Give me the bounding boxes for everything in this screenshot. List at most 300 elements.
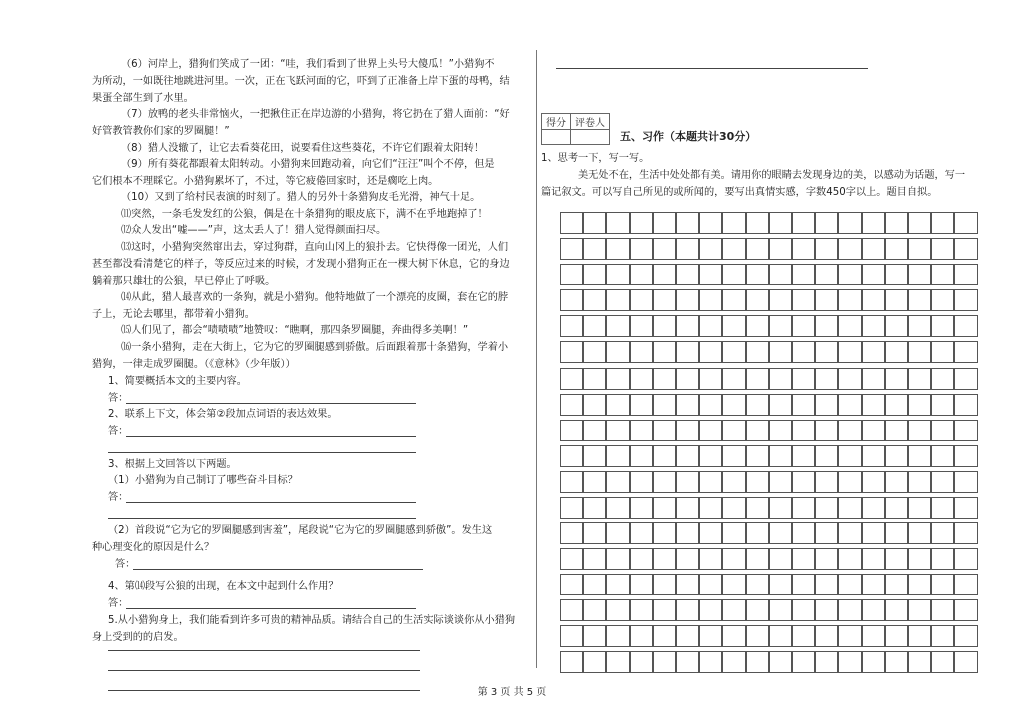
grid-cell[interactable] <box>699 471 722 493</box>
grid-cell[interactable] <box>583 341 606 363</box>
grid-cell[interactable] <box>885 420 908 442</box>
grid-cell[interactable] <box>653 289 676 311</box>
grid-cell[interactable] <box>862 341 885 363</box>
grid-cell[interactable] <box>653 522 676 544</box>
grid-cell[interactable] <box>954 420 977 442</box>
grid-cell[interactable] <box>630 574 653 596</box>
grid-cell[interactable] <box>699 522 722 544</box>
grid-cell[interactable] <box>769 315 792 337</box>
grid-cell[interactable] <box>954 238 977 260</box>
grid-cell[interactable] <box>746 497 769 519</box>
grid-cell[interactable] <box>815 212 838 234</box>
grid-cell[interactable] <box>885 599 908 621</box>
grid-cell[interactable] <box>908 420 931 442</box>
grid-cell[interactable] <box>606 420 629 442</box>
grid-cell[interactable] <box>792 212 815 234</box>
grid-cell[interactable] <box>908 548 931 570</box>
grid-cell[interactable] <box>931 289 954 311</box>
grid-cell[interactable] <box>885 471 908 493</box>
grid-cell[interactable] <box>653 599 676 621</box>
grid-cell[interactable] <box>560 651 583 673</box>
grid-cell[interactable] <box>560 574 583 596</box>
grid-cell[interactable] <box>885 522 908 544</box>
grid-cell[interactable] <box>838 625 861 647</box>
grid-cell[interactable] <box>931 599 954 621</box>
grid-cell[interactable] <box>606 394 629 416</box>
grid-cell[interactable] <box>746 445 769 467</box>
grid-cell[interactable] <box>931 238 954 260</box>
grid-cell[interactable] <box>560 625 583 647</box>
grid-cell[interactable] <box>815 599 838 621</box>
grid-cell[interactable] <box>746 625 769 647</box>
grid-cell[interactable] <box>630 315 653 337</box>
grid-cell[interactable] <box>815 445 838 467</box>
grid-cell[interactable] <box>862 445 885 467</box>
grid-cell[interactable] <box>676 394 699 416</box>
grid-cell[interactable] <box>815 548 838 570</box>
grid-cell[interactable] <box>583 497 606 519</box>
grid-cell[interactable] <box>606 497 629 519</box>
grid-cell[interactable] <box>792 522 815 544</box>
grid-cell[interactable] <box>676 522 699 544</box>
grid-cell[interactable] <box>792 289 815 311</box>
grid-cell[interactable] <box>931 264 954 286</box>
grid-cell[interactable] <box>676 341 699 363</box>
grid-cell[interactable] <box>908 264 931 286</box>
grid-cell[interactable] <box>653 420 676 442</box>
grid-cell[interactable] <box>560 471 583 493</box>
grid-cell[interactable] <box>885 341 908 363</box>
grid-cell[interactable] <box>583 368 606 390</box>
grid-cell[interactable] <box>676 445 699 467</box>
grid-cell[interactable] <box>838 574 861 596</box>
grid-cell[interactable] <box>653 394 676 416</box>
grid-cell[interactable] <box>908 394 931 416</box>
grid-cell[interactable] <box>862 212 885 234</box>
grid-cell[interactable] <box>606 315 629 337</box>
grid-cell[interactable] <box>653 651 676 673</box>
grid-cell[interactable] <box>722 264 745 286</box>
grid-cell[interactable] <box>746 394 769 416</box>
grid-cell[interactable] <box>931 445 954 467</box>
grid-cell[interactable] <box>815 471 838 493</box>
grid-cell[interactable] <box>931 651 954 673</box>
grid-cell[interactable] <box>722 341 745 363</box>
grid-cell[interactable] <box>792 497 815 519</box>
grid-cell[interactable] <box>838 341 861 363</box>
grid-cell[interactable] <box>954 315 977 337</box>
grid-cell[interactable] <box>722 238 745 260</box>
grid-cell[interactable] <box>792 341 815 363</box>
grid-cell[interactable] <box>908 574 931 596</box>
grid-cell[interactable] <box>769 394 792 416</box>
grid-cell[interactable] <box>908 445 931 467</box>
grid-cell[interactable] <box>583 315 606 337</box>
grid-cell[interactable] <box>746 599 769 621</box>
grid-cell[interactable] <box>769 368 792 390</box>
grid-cell[interactable] <box>630 394 653 416</box>
grid-cell[interactable] <box>630 212 653 234</box>
answer-line[interactable] <box>108 452 416 453</box>
grid-cell[interactable] <box>560 289 583 311</box>
grid-cell[interactable] <box>722 599 745 621</box>
grid-cell[interactable] <box>862 264 885 286</box>
grid-cell[interactable] <box>862 599 885 621</box>
grid-cell[interactable] <box>699 574 722 596</box>
grid-cell[interactable] <box>769 548 792 570</box>
grid-cell[interactable] <box>815 264 838 286</box>
grid-cell[interactable] <box>954 471 977 493</box>
grid-cell[interactable] <box>560 264 583 286</box>
grid-cell[interactable] <box>583 522 606 544</box>
grid-cell[interactable] <box>653 341 676 363</box>
grid-cell[interactable] <box>653 497 676 519</box>
grid-cell[interactable] <box>769 599 792 621</box>
grid-cell[interactable] <box>560 497 583 519</box>
grid-cell[interactable] <box>722 548 745 570</box>
grid-cell[interactable] <box>862 289 885 311</box>
grid-cell[interactable] <box>676 289 699 311</box>
grid-cell[interactable] <box>885 625 908 647</box>
grid-cell[interactable] <box>815 315 838 337</box>
grid-cell[interactable] <box>676 651 699 673</box>
grid-cell[interactable] <box>954 497 977 519</box>
grid-cell[interactable] <box>862 574 885 596</box>
grid-cell[interactable] <box>954 574 977 596</box>
grid-cell[interactable] <box>769 341 792 363</box>
grid-cell[interactable] <box>630 548 653 570</box>
grid-cell[interactable] <box>699 238 722 260</box>
grid-cell[interactable] <box>583 289 606 311</box>
grid-cell[interactable] <box>908 651 931 673</box>
grid-cell[interactable] <box>560 238 583 260</box>
grid-cell[interactable] <box>838 315 861 337</box>
grid-cell[interactable] <box>769 420 792 442</box>
grid-cell[interactable] <box>954 651 977 673</box>
grid-cell[interactable] <box>792 238 815 260</box>
grid-cell[interactable] <box>606 264 629 286</box>
grid-cell[interactable] <box>560 445 583 467</box>
grid-cell[interactable] <box>560 548 583 570</box>
grid-cell[interactable] <box>931 548 954 570</box>
grid-cell[interactable] <box>746 522 769 544</box>
grid-cell[interactable] <box>838 548 861 570</box>
grid-cell[interactable] <box>606 522 629 544</box>
grid-cell[interactable] <box>606 238 629 260</box>
grid-cell[interactable] <box>746 420 769 442</box>
grid-cell[interactable] <box>792 264 815 286</box>
grid-cell[interactable] <box>699 368 722 390</box>
grid-cell[interactable] <box>838 522 861 544</box>
grid-cell[interactable] <box>560 368 583 390</box>
grid-cell[interactable] <box>606 651 629 673</box>
grid-cell[interactable] <box>722 574 745 596</box>
grid-cell[interactable] <box>769 574 792 596</box>
grid-cell[interactable] <box>815 238 838 260</box>
grid-cell[interactable] <box>838 445 861 467</box>
grid-cell[interactable] <box>885 264 908 286</box>
grid-cell[interactable] <box>815 289 838 311</box>
grid-cell[interactable] <box>630 625 653 647</box>
grid-cell[interactable] <box>908 341 931 363</box>
grid-cell[interactable] <box>676 238 699 260</box>
grid-cell[interactable] <box>769 264 792 286</box>
grid-cell[interactable] <box>583 238 606 260</box>
grid-cell[interactable] <box>560 394 583 416</box>
grid-cell[interactable] <box>931 574 954 596</box>
grid-cell[interactable] <box>699 599 722 621</box>
grid-cell[interactable] <box>954 625 977 647</box>
grid-cell[interactable] <box>954 341 977 363</box>
grid-cell[interactable] <box>908 315 931 337</box>
grid-cell[interactable] <box>908 368 931 390</box>
grid-cell[interactable] <box>838 289 861 311</box>
grid-cell[interactable] <box>769 522 792 544</box>
grid-cell[interactable] <box>769 471 792 493</box>
grid-cell[interactable] <box>630 420 653 442</box>
grid-cell[interactable] <box>699 497 722 519</box>
grid-cell[interactable] <box>583 264 606 286</box>
grid-cell[interactable] <box>653 212 676 234</box>
grid-cell[interactable] <box>630 264 653 286</box>
grid-cell[interactable] <box>630 497 653 519</box>
grid-cell[interactable] <box>676 548 699 570</box>
grid-cell[interactable] <box>722 420 745 442</box>
grid-cell[interactable] <box>606 574 629 596</box>
grid-cell[interactable] <box>769 497 792 519</box>
grid-cell[interactable] <box>769 625 792 647</box>
grid-cell[interactable] <box>931 497 954 519</box>
grid-cell[interactable] <box>862 315 885 337</box>
grid-cell[interactable] <box>862 368 885 390</box>
grid-cell[interactable] <box>838 497 861 519</box>
grid-cell[interactable] <box>583 574 606 596</box>
grid-cell[interactable] <box>722 394 745 416</box>
grid-cell[interactable] <box>676 599 699 621</box>
grid-cell[interactable] <box>792 625 815 647</box>
grid-cell[interactable] <box>746 548 769 570</box>
grid-cell[interactable] <box>676 264 699 286</box>
grid-cell[interactable] <box>630 651 653 673</box>
grid-cell[interactable] <box>862 238 885 260</box>
grid-cell[interactable] <box>722 625 745 647</box>
grid-cell[interactable] <box>931 368 954 390</box>
grid-cell[interactable] <box>653 471 676 493</box>
grid-cell[interactable] <box>769 212 792 234</box>
grid-cell[interactable] <box>676 212 699 234</box>
grid-cell[interactable] <box>653 264 676 286</box>
grid-cell[interactable] <box>862 522 885 544</box>
grid-cell[interactable] <box>630 471 653 493</box>
grid-cell[interactable] <box>583 420 606 442</box>
grid-cell[interactable] <box>815 368 838 390</box>
grid-cell[interactable] <box>722 289 745 311</box>
grid-cell[interactable] <box>815 522 838 544</box>
grid-cell[interactable] <box>560 315 583 337</box>
grid-cell[interactable] <box>838 212 861 234</box>
grid-cell[interactable] <box>792 599 815 621</box>
grid-cell[interactable] <box>583 625 606 647</box>
grid-cell[interactable] <box>583 471 606 493</box>
grid-cell[interactable] <box>746 315 769 337</box>
grid-cell[interactable] <box>885 445 908 467</box>
grid-cell[interactable] <box>699 625 722 647</box>
grid-cell[interactable] <box>676 574 699 596</box>
grid-cell[interactable] <box>885 574 908 596</box>
grader-cell[interactable] <box>571 130 610 145</box>
grid-cell[interactable] <box>908 212 931 234</box>
grid-cell[interactable] <box>699 212 722 234</box>
grid-cell[interactable] <box>815 341 838 363</box>
grid-cell[interactable] <box>931 420 954 442</box>
grid-cell[interactable] <box>954 368 977 390</box>
grid-cell[interactable] <box>838 394 861 416</box>
grid-cell[interactable] <box>746 341 769 363</box>
grid-cell[interactable] <box>954 548 977 570</box>
grid-cell[interactable] <box>699 289 722 311</box>
grid-cell[interactable] <box>653 445 676 467</box>
grid-cell[interactable] <box>862 625 885 647</box>
grid-cell[interactable] <box>838 599 861 621</box>
grid-cell[interactable] <box>606 445 629 467</box>
grid-cell[interactable] <box>699 315 722 337</box>
grid-cell[interactable] <box>931 212 954 234</box>
grid-cell[interactable] <box>862 548 885 570</box>
grid-cell[interactable] <box>885 394 908 416</box>
grid-cell[interactable] <box>606 212 629 234</box>
grid-cell[interactable] <box>746 264 769 286</box>
grid-cell[interactable] <box>838 264 861 286</box>
answer-line[interactable] <box>108 518 416 519</box>
grid-cell[interactable] <box>699 394 722 416</box>
grid-cell[interactable] <box>815 651 838 673</box>
grid-cell[interactable] <box>954 445 977 467</box>
grid-cell[interactable] <box>885 238 908 260</box>
grid-cell[interactable] <box>931 471 954 493</box>
grid-cell[interactable] <box>908 625 931 647</box>
grid-cell[interactable] <box>862 471 885 493</box>
grid-cell[interactable] <box>676 315 699 337</box>
grid-cell[interactable] <box>792 394 815 416</box>
grid-cell[interactable] <box>746 651 769 673</box>
answer-line[interactable] <box>126 403 416 404</box>
grid-cell[interactable] <box>560 212 583 234</box>
grid-cell[interactable] <box>908 522 931 544</box>
grid-cell[interactable] <box>769 289 792 311</box>
grid-cell[interactable] <box>653 315 676 337</box>
grid-cell[interactable] <box>606 471 629 493</box>
grid-cell[interactable] <box>583 599 606 621</box>
grid-cell[interactable] <box>908 497 931 519</box>
grid-cell[interactable] <box>792 420 815 442</box>
grid-cell[interactable] <box>792 368 815 390</box>
grid-cell[interactable] <box>699 341 722 363</box>
grid-cell[interactable] <box>560 341 583 363</box>
grid-cell[interactable] <box>838 471 861 493</box>
grid-cell[interactable] <box>746 471 769 493</box>
grid-cell[interactable] <box>885 548 908 570</box>
grid-cell[interactable] <box>954 522 977 544</box>
answer-line[interactable] <box>126 608 416 609</box>
grid-cell[interactable] <box>630 238 653 260</box>
grid-cell[interactable] <box>606 548 629 570</box>
grid-cell[interactable] <box>606 368 629 390</box>
grid-cell[interactable] <box>838 238 861 260</box>
grid-cell[interactable] <box>676 368 699 390</box>
grid-cell[interactable] <box>560 420 583 442</box>
grid-cell[interactable] <box>722 497 745 519</box>
grid-cell[interactable] <box>560 599 583 621</box>
grid-cell[interactable] <box>931 522 954 544</box>
grid-cell[interactable] <box>676 420 699 442</box>
grid-cell[interactable] <box>931 341 954 363</box>
grid-cell[interactable] <box>908 289 931 311</box>
grid-cell[interactable] <box>630 445 653 467</box>
answer-line[interactable] <box>133 569 423 570</box>
grid-cell[interactable] <box>583 445 606 467</box>
grid-cell[interactable] <box>699 264 722 286</box>
grid-cell[interactable] <box>815 420 838 442</box>
grid-cell[interactable] <box>653 574 676 596</box>
grid-cell[interactable] <box>862 420 885 442</box>
grid-cell[interactable] <box>583 651 606 673</box>
grid-cell[interactable] <box>653 368 676 390</box>
grid-cell[interactable] <box>746 368 769 390</box>
grid-cell[interactable] <box>699 445 722 467</box>
grid-cell[interactable] <box>722 471 745 493</box>
grid-cell[interactable] <box>676 471 699 493</box>
grid-cell[interactable] <box>885 289 908 311</box>
grid-cell[interactable] <box>722 651 745 673</box>
grid-cell[interactable] <box>838 368 861 390</box>
grid-cell[interactable] <box>954 394 977 416</box>
grid-cell[interactable] <box>954 212 977 234</box>
grid-cell[interactable] <box>722 445 745 467</box>
grid-cell[interactable] <box>931 625 954 647</box>
grid-cell[interactable] <box>769 651 792 673</box>
grid-cell[interactable] <box>769 238 792 260</box>
grid-cell[interactable] <box>954 599 977 621</box>
grid-cell[interactable] <box>885 497 908 519</box>
grid-cell[interactable] <box>792 574 815 596</box>
grid-cell[interactable] <box>862 651 885 673</box>
grid-cell[interactable] <box>862 394 885 416</box>
grid-cell[interactable] <box>699 651 722 673</box>
grid-cell[interactable] <box>908 599 931 621</box>
grid-cell[interactable] <box>722 315 745 337</box>
grid-cell[interactable] <box>838 651 861 673</box>
grid-cell[interactable] <box>792 315 815 337</box>
grid-cell[interactable] <box>885 368 908 390</box>
grid-cell[interactable] <box>931 394 954 416</box>
grid-cell[interactable] <box>653 548 676 570</box>
grid-cell[interactable] <box>746 574 769 596</box>
grid-cell[interactable] <box>699 420 722 442</box>
grid-cell[interactable] <box>630 368 653 390</box>
grid-cell[interactable] <box>722 212 745 234</box>
grid-cell[interactable] <box>885 651 908 673</box>
grid-cell[interactable] <box>792 445 815 467</box>
grid-cell[interactable] <box>606 289 629 311</box>
grid-cell[interactable] <box>630 341 653 363</box>
grid-cell[interactable] <box>862 497 885 519</box>
grid-cell[interactable] <box>746 289 769 311</box>
score-cell[interactable] <box>542 130 571 145</box>
grid-cell[interactable] <box>630 599 653 621</box>
answer-line[interactable] <box>126 436 416 437</box>
grid-cell[interactable] <box>792 548 815 570</box>
grid-cell[interactable] <box>954 264 977 286</box>
